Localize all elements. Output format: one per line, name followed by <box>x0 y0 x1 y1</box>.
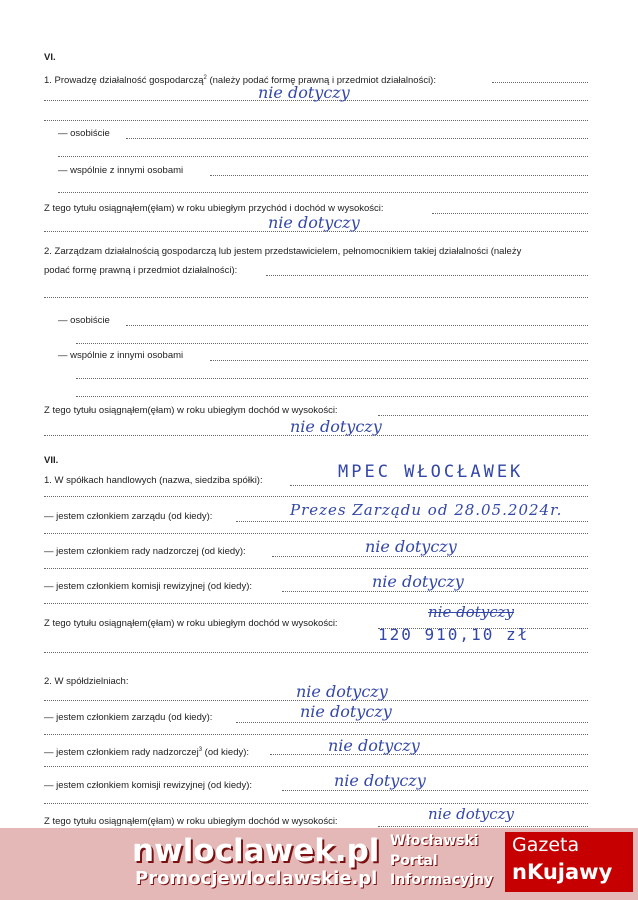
vii-q1-answer: MPEC WŁOCŁAWEK <box>338 462 524 482</box>
vii2-audit-label: — jestem członkiem komisji rewizyjnej (od kiedy): <box>44 780 252 791</box>
dotted-line <box>210 360 588 361</box>
vi-income1-label: Z tego tytułu osiągnąłem(ęłam) w roku ubiegłym przychód i dochód w wysokości: <box>44 203 384 214</box>
vi-personally-label: — osobiście <box>58 128 110 139</box>
dotted-line <box>44 533 588 534</box>
dotted-line <box>76 396 588 397</box>
watermark-site2: Promocjewloclawskie.pl <box>135 868 378 889</box>
watermark-portal-line3: Informacyjny <box>390 872 494 888</box>
dotted-line <box>210 175 588 176</box>
dotted-line <box>44 766 588 767</box>
vii-board-answer: Prezes Zarządu od 28.05.2024r. <box>290 501 563 519</box>
dotted-line <box>44 496 588 497</box>
dotted-line <box>236 722 588 723</box>
dotted-line <box>126 138 588 139</box>
vi-q1-label: 1. Prowadzę działalność gospodarczą$^2$ (należy podać formę prawną i przedmiot działalności): <box>44 75 436 87</box>
vii-supervisory-answer: nie dotyczy <box>365 537 457 556</box>
vi-income2-label: Z tego tytułu osiągnąłem(ęłam) w roku ubiegłym dochód w wysokości: <box>44 405 338 416</box>
dotted-line <box>236 521 588 522</box>
dotted-line <box>44 435 588 436</box>
vii2-board-label: — jestem członkiem zarządu (od kiedy): <box>44 712 213 723</box>
vii2-board-answer: nie dotyczy <box>300 702 392 721</box>
vii2-audit-answer: nie dotyczy <box>334 771 426 790</box>
dotted-line <box>378 826 588 827</box>
dotted-line <box>44 803 588 804</box>
watermark-gazeta-line1: Gazeta <box>512 834 580 856</box>
dotted-line <box>432 213 588 214</box>
dotted-line <box>378 415 588 416</box>
watermark-site: nwloclawek.pl <box>132 833 380 869</box>
vii-supervisory-label: — jestem członkiem rady nadzorczej (od kiedy): <box>44 546 246 557</box>
dotted-line <box>44 568 588 569</box>
vi-jointly-label: — wspólnie z innymi osobami <box>58 165 184 176</box>
vii2-supervisory-answer: nie dotyczy <box>328 736 420 755</box>
dotted-line <box>44 700 588 701</box>
vii-income-answer: 120 910,10 zł <box>378 625 530 644</box>
vii2-supervisory-label: — jestem członkiem rady nadzorczej$^3$ (od kiedy): <box>44 747 250 759</box>
dotted-line <box>44 231 588 232</box>
watermark-portal-line2: Portal <box>390 853 438 869</box>
dotted-line <box>272 556 588 557</box>
vii-income-struck: nie dotyczy <box>428 603 515 621</box>
dotted-line <box>44 297 588 298</box>
vii2-income-label: Z tego tytułu osiągnąłem(ęłam) w roku ubiegłym dochód w wysokości: <box>44 816 338 827</box>
vii-board-label: — jestem członkiem zarządu (od kiedy): <box>44 511 213 522</box>
dotted-line <box>266 275 588 276</box>
vi-q2-label-line1: 2. Zarządzam działalnością gospodarczą lub jestem przedstawicielem, pełnomocnikiem takiej działalności (należy <box>44 246 522 257</box>
vi-jointly2-label: — wspólnie z innymi osobami <box>58 350 184 361</box>
watermark-portal-line1: Włocławski <box>390 833 479 849</box>
dotted-line <box>270 754 588 755</box>
dotted-line <box>126 325 588 326</box>
dotted-line <box>290 485 588 486</box>
dotted-line <box>58 192 588 193</box>
vi-income1-answer: nie dotyczy <box>268 213 360 232</box>
section-vi-title: VI. <box>44 52 56 63</box>
vii2-q2-answer: nie dotyczy <box>296 682 388 701</box>
dotted-line <box>492 82 588 83</box>
vi-q1-answer: nie dotyczy <box>258 83 350 102</box>
section-vii-title: VII. <box>44 455 59 466</box>
vii-audit-answer: nie dotyczy <box>372 572 464 591</box>
watermark-gazeta-line2: nKujawy <box>512 860 613 884</box>
dotted-line <box>282 591 588 592</box>
vi-income2-answer: nie dotyczy <box>290 417 382 436</box>
dotted-line <box>282 790 588 791</box>
vi-q2-label-line2: podać formę prawną i przedmiot działalności): <box>44 265 238 276</box>
vii-audit-label: — jestem członkiem komisji rewizyjnej (od kiedy): <box>44 581 252 592</box>
dotted-line <box>44 652 588 653</box>
dotted-line <box>76 343 588 344</box>
dotted-line <box>58 156 588 157</box>
vi-personally2-label: — osobiście <box>58 315 110 326</box>
vii2-income-answer: nie dotyczy <box>428 805 515 823</box>
dotted-line <box>76 378 588 379</box>
dotted-line <box>44 120 588 121</box>
dotted-line <box>44 734 588 735</box>
vii2-q2-label: 2. W spółdzielniach: <box>44 676 129 687</box>
vii-q1-label: 1. W spółkach handlowych (nazwa, siedziba spółki): <box>44 475 263 486</box>
vii-income-label: Z tego tytułu osiągnąłem(ęłam) w roku ubiegłym dochód w wysokości: <box>44 618 338 629</box>
